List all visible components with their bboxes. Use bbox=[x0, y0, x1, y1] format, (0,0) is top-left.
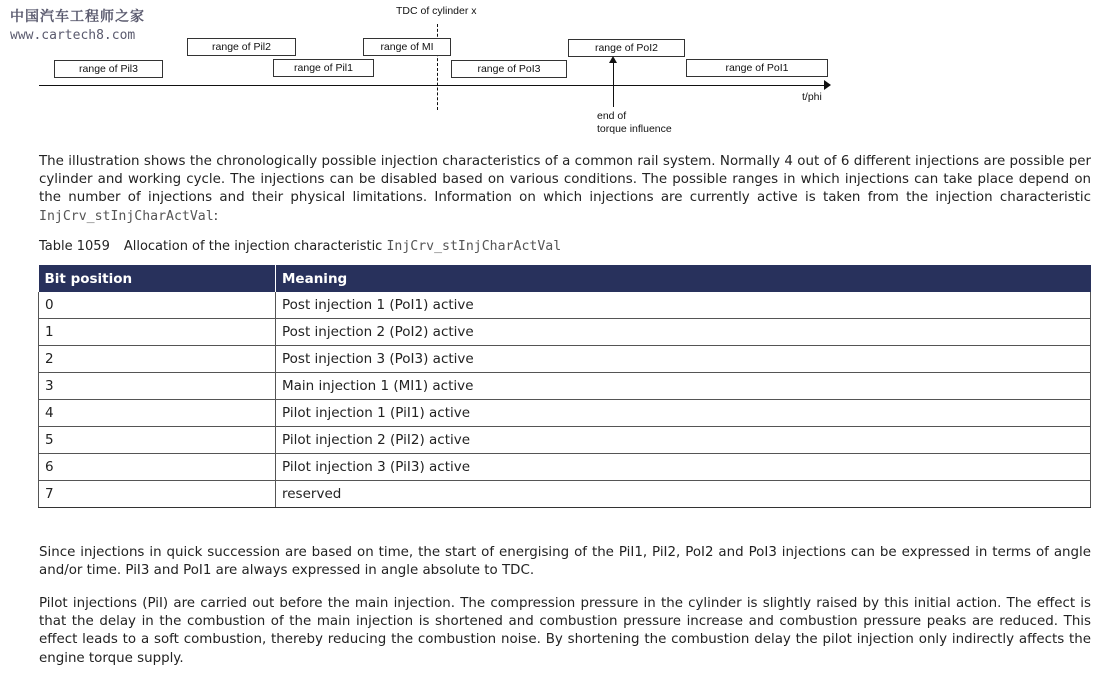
table-row bbox=[39, 427, 1091, 454]
quick-succession-paragraph: Since injections in quick succession are based on time, the start of energising of the PiI1, PiI2, PoI2 and PoI3 injections can be expressed in terms of angle and/or time. PiI3 and PoI1 are always expressed in angle absolute to TDC. bbox=[39, 545, 1091, 579]
table-row bbox=[39, 319, 1091, 346]
range-box-poi2: range of PoI2 bbox=[568, 39, 685, 57]
bit-cell: 7 bbox=[39, 481, 276, 508]
bit-cell: 5 bbox=[39, 427, 276, 454]
bit-cell: 0 bbox=[39, 292, 276, 319]
meaning-cell: Pilot injection 1 (PiI1) active bbox=[276, 400, 1091, 427]
meaning-cell: Post injection 1 (PoI1) active bbox=[276, 292, 1091, 319]
table-row bbox=[39, 400, 1091, 427]
watermark-chinese: 中国汽车工程师之家 bbox=[10, 9, 145, 25]
bit-cell: 1 bbox=[39, 319, 276, 346]
table-header-row bbox=[39, 265, 1091, 292]
torque-end-arrowhead bbox=[609, 56, 617, 63]
range-box-poi1: range of PoI1 bbox=[686, 59, 828, 77]
watermark-url: www.cartech8.com bbox=[10, 28, 136, 43]
intro-code: InjCrv_stInjCharActVal bbox=[39, 208, 214, 224]
table-row bbox=[39, 292, 1091, 319]
table-caption bbox=[39, 239, 561, 254]
tdc-label: TDC of cylinder x bbox=[396, 5, 477, 17]
meaning-cell: Post injection 3 (PoI3) active bbox=[276, 346, 1091, 373]
time-axis bbox=[39, 85, 825, 86]
range-box-pil3: range of Pil3 bbox=[54, 60, 163, 78]
meaning-cell: Post injection 2 (PoI2) active bbox=[276, 319, 1091, 346]
table-row bbox=[39, 481, 1091, 508]
intro-suffix: : bbox=[213, 208, 219, 224]
meaning-cell: reserved bbox=[276, 481, 1091, 508]
pilot-injection-paragraph: Pilot injections (PiI) are carried out before the main injection. The compression pressure in the cylinder is slightly raised by this initial action. The effect is that the delay in the combustion of the main injection is shortened and combustion pressure increase and combustion pressure peaks are reduced. This effect leads to a soft combustion, thereby reducing the combustion noise. By shortening the combustion delay the pilot injection only indirectly affects the engine torque supply. bbox=[39, 596, 1091, 666]
table-number: Table 1059 bbox=[39, 239, 110, 254]
table-row bbox=[39, 454, 1091, 481]
table-caption-text: Allocation of the injection characteristic bbox=[123, 239, 387, 254]
bit-cell: 4 bbox=[39, 400, 276, 427]
table-caption-code: InjCrv_stInjCharActVal bbox=[386, 239, 562, 254]
range-box-mi: range of MI bbox=[363, 38, 451, 56]
tdc-dashed-line bbox=[437, 24, 438, 110]
injection-range-diagram bbox=[0, 0, 1107, 145]
table-row bbox=[39, 346, 1091, 373]
axis-label: t/phi bbox=[802, 91, 822, 103]
bit-allocation-table bbox=[38, 265, 1091, 508]
range-box-pil1: range of Pil1 bbox=[273, 59, 374, 77]
intro-text: The illustration shows the chronologically possible injection characteristics of a common rail system. Normally 4 out of 6 different injections are possible per cylinder and working cycle. The injections can be disabled based on various conditions. The possible ranges in which injections can take place depend on the number of injections and their physical limitations. Information on which injections are currently active is taken from the injection characteristic bbox=[39, 154, 1091, 206]
meaning-cell: Pilot injection 3 (PiI3) active bbox=[276, 454, 1091, 481]
end-label-line2: torque influence bbox=[597, 123, 672, 135]
bit-cell: 3 bbox=[39, 373, 276, 400]
header-meaning: Meaning bbox=[276, 265, 1091, 292]
meaning-cell: Main injection 1 (MI1) active bbox=[276, 373, 1091, 400]
bit-cell: 2 bbox=[39, 346, 276, 373]
range-box-pil2: range of Pil2 bbox=[187, 38, 296, 56]
end-label-line1: end of bbox=[597, 110, 627, 122]
torque-end-arrow-line bbox=[613, 60, 614, 107]
axis-arrowhead bbox=[824, 80, 831, 90]
intro-paragraph bbox=[39, 153, 1091, 226]
header-bit-position: Bit position bbox=[39, 265, 276, 292]
table-row bbox=[39, 373, 1091, 400]
range-box-poi3: range of PoI3 bbox=[451, 60, 567, 78]
bit-cell: 6 bbox=[39, 454, 276, 481]
meaning-cell: Pilot injection 2 (PiI2) active bbox=[276, 427, 1091, 454]
